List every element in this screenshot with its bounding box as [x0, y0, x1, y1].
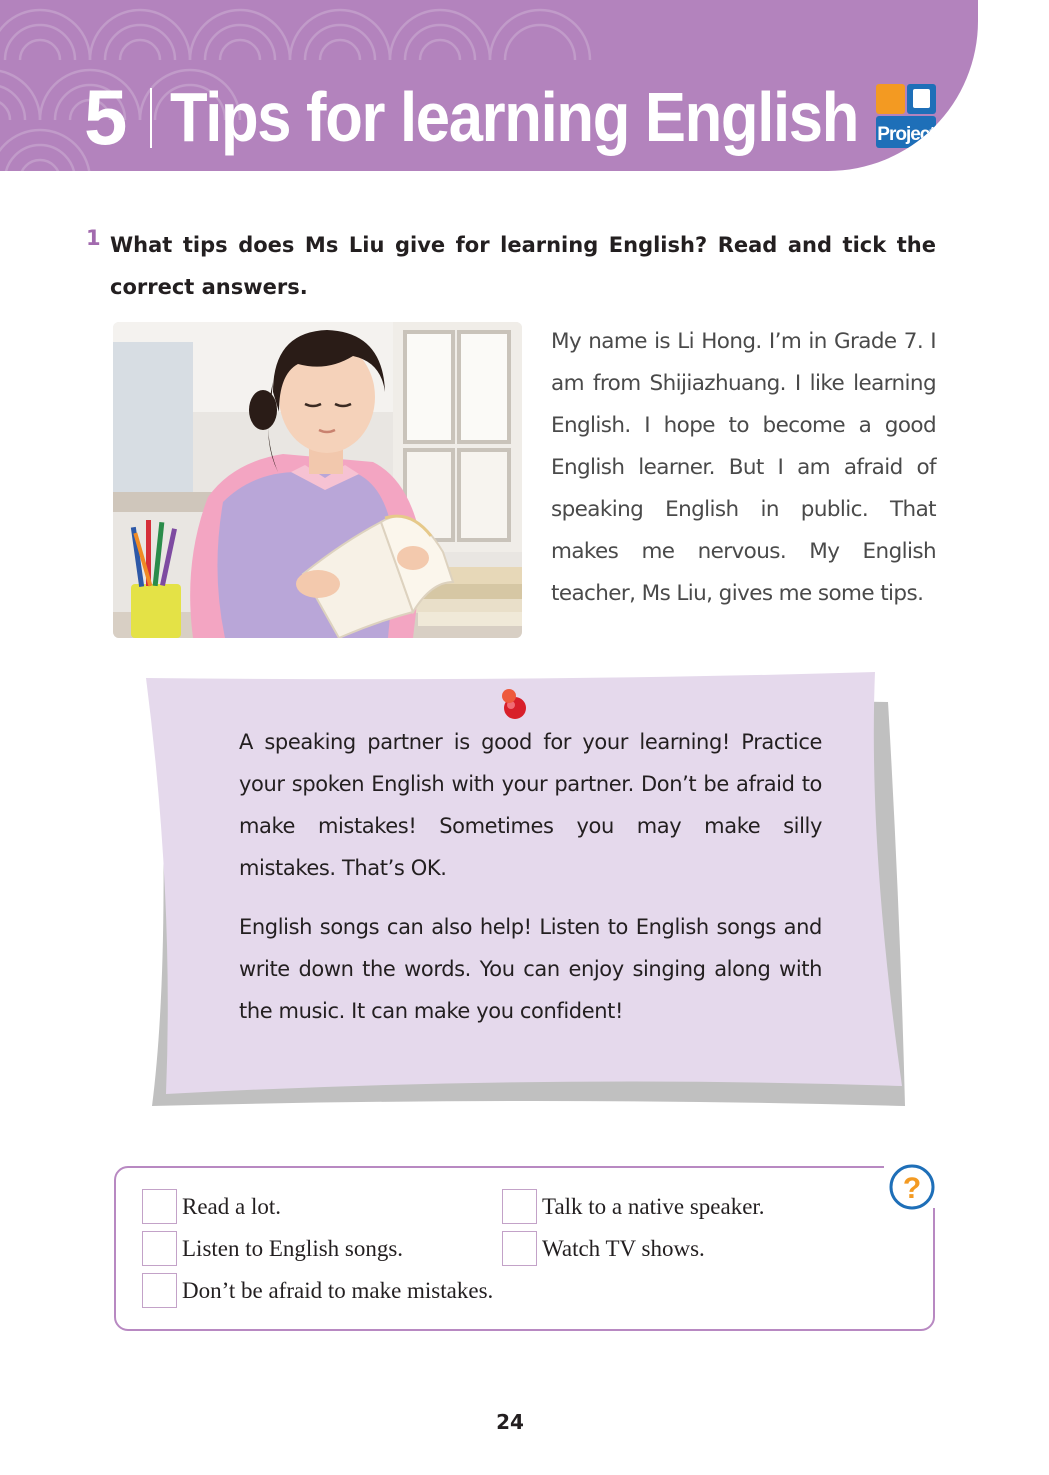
checkbox-watch-tv-shows[interactable] — [502, 1231, 537, 1266]
project-icon — [876, 84, 936, 148]
girl-reading-photo — [113, 322, 522, 638]
page-number: 24 — [496, 1410, 524, 1434]
option-label: Listen to English songs. — [182, 1236, 404, 1261]
project-badge-label: Project — [877, 124, 935, 145]
tip-paragraph-english-songs: English songs can also help! Listen to English songs and write down the words. You can enjoy singing along with the music. It can make you confident! — [239, 915, 822, 1023]
svg-text:?: ? — [902, 1172, 922, 1205]
intro-paragraph: My name is Li Hong. I’m in Grade 7. I am from Shijiazhuang. I like learning English. I hope to become a good English learner. But I am afraid of speaking English in public. That makes me nervous. My English teacher, Ms Liu, gives me some tips. — [551, 329, 936, 606]
option-label: Watch TV shows. — [542, 1236, 705, 1261]
option-dont-be-afraid-of-mistakes[interactable] — [142, 1273, 642, 1309]
checkbox-read-a-lot[interactable] — [142, 1189, 177, 1224]
option-label: Don’t be afraid to make mistakes. — [182, 1278, 494, 1303]
exercise-instruction: What tips does Ms Liu give for learning English? Read and tick the correct answers. — [110, 233, 936, 299]
unit-header-banner — [0, 0, 978, 171]
unit-title: Tips for learning English — [170, 78, 859, 156]
option-label: Talk to a native speaker. — [542, 1194, 765, 1219]
question-mark-icon — [888, 1163, 936, 1211]
title-divider — [150, 88, 152, 148]
tip-paragraph-speaking-partner: A speaking partner is good for your learning! Practice your spoken English with your partner. Don’t be afraid to make mistakes! Sometimes you may make silly mistakes. That’s OK. — [239, 730, 822, 880]
option-listen-to-english-songs[interactable] — [142, 1231, 482, 1267]
option-watch-tv-shows[interactable] — [502, 1231, 882, 1267]
option-talk-to-native-speaker[interactable] — [502, 1189, 882, 1225]
red-pushpin-icon — [497, 686, 531, 726]
unit-number: 5 — [84, 73, 128, 161]
option-label: Read a lot. — [182, 1194, 281, 1219]
checkbox-talk-to-native-speaker[interactable] — [502, 1189, 537, 1224]
option-read-a-lot[interactable] — [142, 1189, 482, 1225]
checkbox-dont-be-afraid-of-mistakes[interactable] — [142, 1273, 177, 1308]
exercise-number: 1 — [86, 226, 101, 250]
checkbox-listen-to-english-songs[interactable] — [142, 1231, 177, 1266]
